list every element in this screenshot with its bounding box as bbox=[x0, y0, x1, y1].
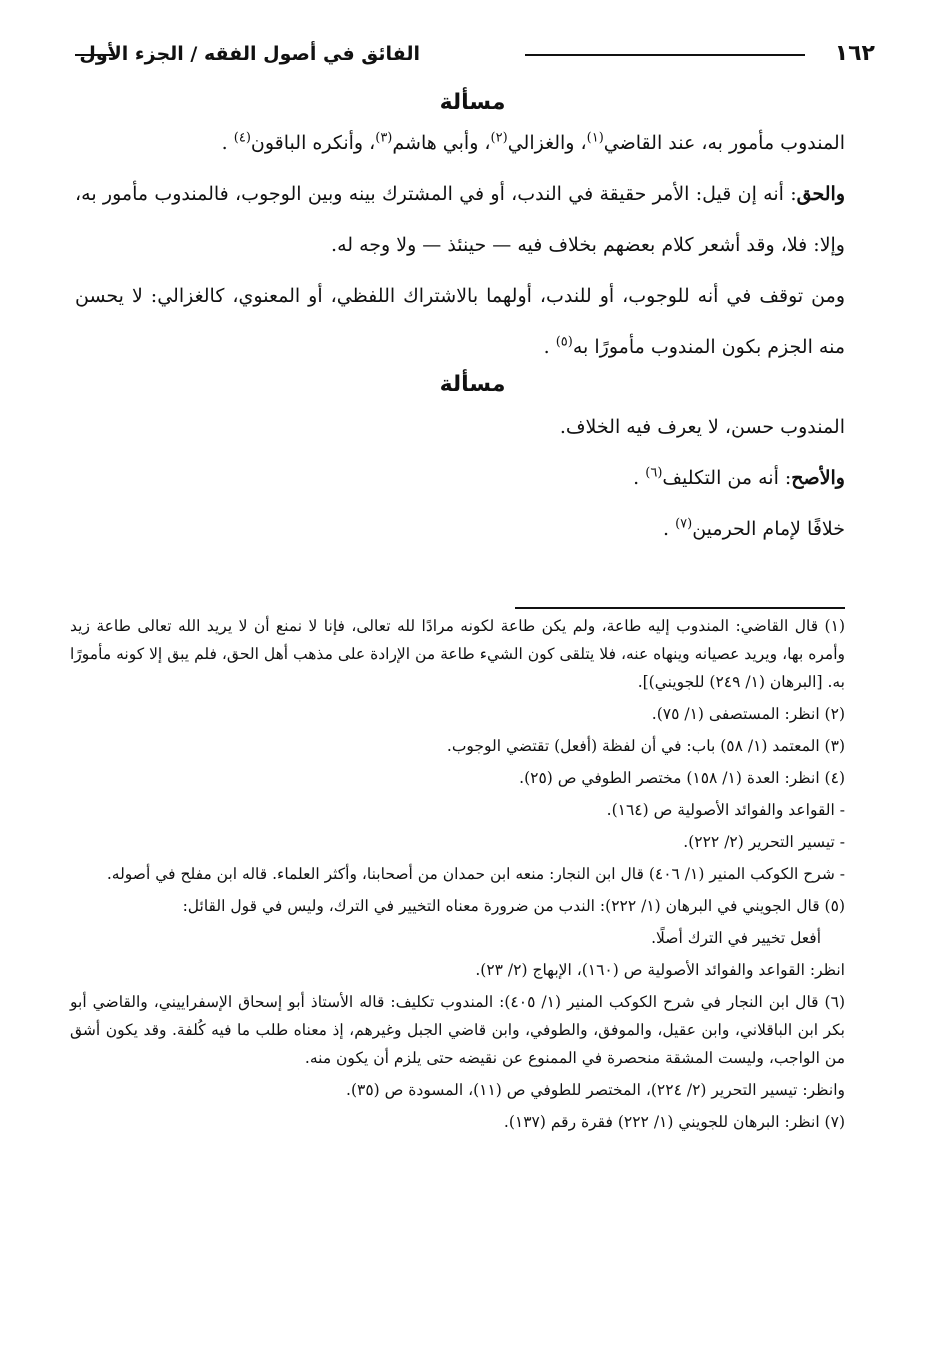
footnote: انظر: القواعد والفوائد الأصولية ص (١٦٠)، الإبهاج (٢/ ٢٣). bbox=[475, 961, 845, 979]
text-run: : أنه إن قيل: الأمر حقيقة في الندب، أو في المشترك بينه وبين الوجوب، فالمندوب مأمور به، وإلا: فلا، وقد أشعر كلام بعضهم بخلاف فيه — حينئذ — ولا وجه له. bbox=[75, 183, 845, 256]
footnote: (٧) انظر: البرهان للجويني (١/ ٢٢٢) فقرة رقم (١٣٧). bbox=[503, 1113, 845, 1131]
text-run: المندوب حسن، لا يعرف فيه الخلاف. bbox=[559, 416, 845, 438]
text-run: خلافًا لإمام الحرمين bbox=[692, 518, 845, 540]
page-number: ١٦٢ bbox=[834, 41, 875, 66]
footnote-separator bbox=[515, 607, 845, 609]
footnote: - شرح الكوكب المنير (١/ ٤٠٦) قال ابن النجار: منعه ابن حمدان من أصحابنا، وأكثر العلماء. قاله ابن مفلح في أصوله. bbox=[106, 865, 845, 883]
footnote-ref[interactable]: (١) bbox=[586, 130, 604, 146]
footnotes bbox=[70, 612, 845, 1140]
header-rule-left bbox=[75, 54, 113, 56]
header-rule-right bbox=[525, 54, 805, 56]
section-body bbox=[75, 118, 845, 373]
section-body bbox=[75, 402, 845, 555]
footnote-ref[interactable]: (٦) bbox=[645, 465, 663, 481]
text-run: : أنه من التكليف bbox=[662, 467, 792, 489]
text-run: ، وأنكره الباقون bbox=[250, 132, 376, 154]
footnote-ref[interactable]: (٢) bbox=[490, 130, 508, 146]
footnote-ref[interactable]: (٤) bbox=[233, 130, 251, 146]
footnote: (٢) انظر: المستصفى (١/ ٧٥). bbox=[651, 705, 845, 723]
paragraph bbox=[75, 118, 845, 169]
footnote-ref[interactable]: (٥) bbox=[555, 334, 573, 350]
paragraph bbox=[75, 504, 845, 555]
section-title: مسألة bbox=[439, 372, 506, 397]
emphasis-term: والأصح bbox=[791, 467, 845, 489]
emphasis-term: والحق bbox=[796, 183, 845, 205]
paragraph bbox=[75, 169, 845, 271]
footnote: - القواعد والفوائد الأصولية ص (١٦٤). bbox=[606, 801, 845, 819]
running-title: الفائق في أصول الفقه / الجزء الأول bbox=[79, 43, 420, 65]
text-run: . bbox=[543, 336, 556, 358]
text-run: ، وأبي هاشم bbox=[392, 132, 491, 154]
footnote: (٦) قال ابن النجار في شرح الكوكب المنير (١/ ٤٠٥): المندوب تكليف: قاله الأستاذ أبو إسحاق الإسفراييني، والقاضي أبو بكر ابن الباقلاني، وابن عقيل، والموفق، والطوفي، وابن قاضي الجبل وغيرهم، إذ معناه طلب ما فيه كُلفة. وقد يكون أشق من الواجب، وليست المشقة منحصرة في الممنوع عن نقيضه حتى يلزم أن يكون منه. bbox=[70, 993, 845, 1067]
text-run: . bbox=[662, 518, 676, 540]
paragraph bbox=[75, 453, 845, 504]
footnote-ref[interactable]: (٧) bbox=[675, 516, 693, 532]
footnote: (٤) انظر: العدة (١/ ١٥٨) مختصر الطوفي ص (٢٥). bbox=[519, 769, 845, 787]
footnote: (٣) المعتمد (١/ ٥٨) باب: في أن لفظة (أفعل) تقتضي الوجوب. bbox=[446, 737, 845, 755]
footnote: (٥) قال الجويني في البرهان (١/ ٢٢٢): الندب من ضرورة معناه التخيير في الترك، وليس في قول القائل: bbox=[182, 897, 845, 915]
footnote: أفعل تخيير في الترك أصلًا. bbox=[651, 929, 821, 947]
paragraph bbox=[75, 271, 845, 373]
text-run: . bbox=[633, 467, 646, 489]
text-run: . bbox=[221, 132, 234, 154]
text-run: ، والغزالي bbox=[507, 132, 587, 154]
footnote: - تيسير التحرير (٢/ ٢٢٢). bbox=[683, 833, 845, 851]
footnote: (١) قال القاضي: المندوب إليه طاعة، ولم يكن طاعة لكونه مرادًا لله تعالى، فإنا لا نمنع أن لا يريد الله تعالى طاعة زيد وأمره بها، ويريد عصيانه وينهاه عنه، فلا يتلقى كون الشيء طاعة من الإرادة على مذهب أهل الحق، فلم يبق إلا كونه مأمورًا به. [البرهان (١/ ٢٤٩) للجويني)]. bbox=[70, 617, 845, 691]
text-run: ومن توقف في أنه للوجوب، أو للندب، أولهما بالاشتراك اللفظي، أو المعنوي، كالغزالي: لا يحسن منه الجزم بكون المندوب مأمورًا به bbox=[75, 285, 845, 358]
paragraph bbox=[75, 402, 845, 453]
running-header bbox=[75, 38, 875, 78]
text-run: المندوب مأمور به، عند القاضي bbox=[603, 132, 845, 154]
footnote-ref[interactable]: (٣) bbox=[375, 130, 393, 146]
section-title: مسألة bbox=[439, 90, 506, 115]
footnote: وانظر: تيسير التحرير (٢/ ٢٢٤)، المختصر للطوفي ص (١١)، المسودة ص (٣٥). bbox=[346, 1081, 845, 1099]
